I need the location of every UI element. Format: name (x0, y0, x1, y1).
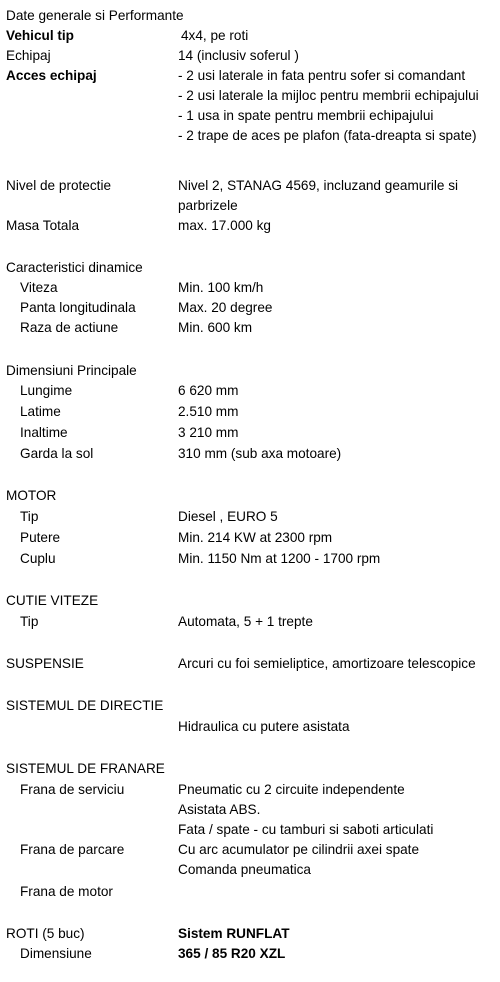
value-protectie-1: Nivel 2, STANAG 4569, incluzand geamurile si (178, 178, 459, 193)
value-acces-3: - 1 usa in spate pentru membrii echipajului (178, 108, 434, 123)
value-viteza: Min. 100 km/h (178, 280, 264, 295)
heading-cutie: CUTIE VITEZE (6, 593, 99, 608)
value-suspensie: Arcuri cu foi semieliptice, amortizoare telescopice (178, 656, 476, 671)
value-protectie-2: parbrizele (178, 198, 238, 213)
value-inaltime: 3 210 mm (178, 425, 239, 440)
heading-franare: SISTEMUL DE FRANARE (6, 761, 165, 776)
value-lungime: 6 620 mm (178, 383, 239, 398)
label-putere: Putere (20, 530, 61, 545)
value-masa: max. 17.000 kg (178, 218, 271, 233)
label-viteza: Viteza (20, 280, 58, 295)
label-motor-frana: Frana de motor (20, 884, 113, 899)
value-echipaj: 14 (inclusiv soferul ) (178, 48, 299, 63)
value-roti: Sistem RUNFLAT (178, 926, 290, 941)
value-cuplu: Min. 1150 Nm at 1200 - 1700 rpm (178, 551, 381, 566)
label-acces: Acces echipaj (6, 68, 97, 83)
heading-directie: SISTEMUL DE DIRECTIE (6, 698, 164, 713)
label-vehicul: Vehicul tip (6, 28, 74, 43)
label-dimensiune: Dimensiune (20, 946, 92, 961)
value-acces-2: - 2 usi laterale la mijloc pentru membrii echipajului (178, 88, 479, 103)
value-latime: 2.510 mm (178, 404, 239, 419)
value-putere: Min. 214 KW at 2300 rpm (178, 530, 333, 545)
label-serviciu: Frana de serviciu (20, 782, 125, 797)
value-panta: Max. 20 degree (178, 300, 273, 315)
heading-motor: MOTOR (6, 488, 57, 503)
label-garda: Garda la sol (20, 446, 94, 461)
value-garda: 310 mm (sub axa motoare) (178, 446, 342, 461)
label-inaltime: Inaltime (20, 425, 68, 440)
value-cutie-tip: Automata, 5 + 1 trepte (178, 614, 313, 629)
value-serviciu-2: Asistata ABS. (178, 802, 261, 817)
label-cuplu: Cuplu (20, 551, 56, 566)
spec-heading: Date generale si Performante (6, 8, 184, 23)
label-latime: Latime (20, 404, 61, 419)
label-raza: Raza de actiune (20, 320, 119, 335)
value-parcare-1: Cu arc acumulator pe cilindrii axei spate (178, 842, 420, 857)
label-roti: ROTI (5 buc) (6, 926, 85, 941)
label-suspensie: SUSPENSIE (6, 656, 84, 671)
label-masa: Masa Totala (6, 218, 80, 233)
label-motor-tip: Tip (20, 509, 39, 524)
label-parcare: Frana de parcare (20, 842, 125, 857)
value-serviciu-3: Fata / spate - cu tamburi si saboti articulati (178, 822, 434, 837)
heading-dimensiuni: Dimensiuni Principale (6, 363, 137, 378)
value-parcare-2: Comanda pneumatica (178, 862, 311, 877)
value-directie: Hidraulica cu putere asistata (178, 719, 350, 734)
value-dimensiune: 365 / 85 R20 XZL (178, 946, 286, 961)
value-vehicul: 4x4, pe roti (181, 28, 249, 43)
label-cutie-tip: Tip (20, 614, 39, 629)
value-acces-4: - 2 trape de aces pe plafon (fata-dreapta si spate) (178, 128, 477, 143)
heading-dinamice: Caracteristici dinamice (6, 260, 143, 275)
label-protectie: Nivel de protectie (6, 178, 112, 193)
value-raza: Min. 600 km (178, 320, 253, 335)
label-lungime: Lungime (20, 383, 73, 398)
value-acces-1: - 2 usi laterale in fata pentru sofer si comandant (178, 68, 466, 83)
label-panta: Panta longitudinala (20, 300, 136, 315)
label-echipaj: Echipaj (6, 48, 51, 63)
value-motor-tip: Diesel , EURO 5 (178, 509, 278, 524)
value-serviciu-1: Pneumatic cu 2 circuite independente (178, 782, 405, 797)
